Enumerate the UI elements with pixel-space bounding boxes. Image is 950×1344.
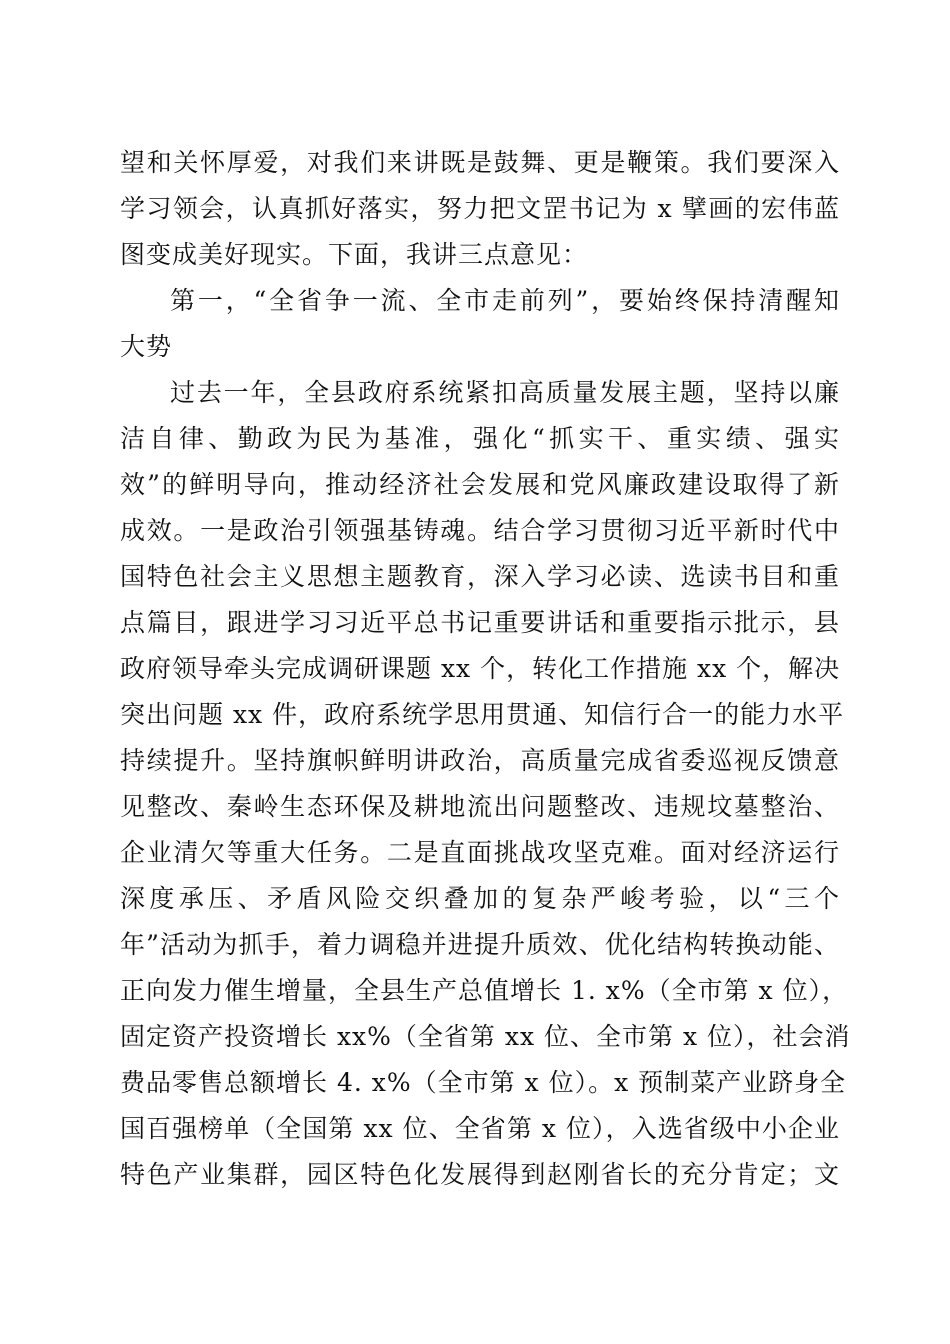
- text-line: 国特色社会主义思想主题教育，深入学习必读、选读书目和重: [120, 562, 840, 591]
- text-line: 持续提升。坚持旗帜鲜明讲政治，高质量完成省委巡视反馈意: [120, 746, 840, 775]
- text-line: 洁自律、勤政为民为基准，强化“抓实干、重实绩、强实: [120, 424, 840, 453]
- text-line: 望和关怀厚爱，对我们来讲既是鼓舞、更是鞭策。我们要深入: [120, 148, 840, 177]
- section-heading-continued: 大势: [120, 332, 173, 361]
- text-line: 效”的鲜明导向，推动经济社会发展和党风廉政建设取得了新: [120, 470, 840, 499]
- text-line: 图变成美好现实。下面，我讲三点意见：: [120, 240, 589, 269]
- document-body: [120, 140, 851, 1198]
- text-line: 特色产业集群，园区特色化发展得到赵刚省长的充分肯定；文: [120, 1160, 840, 1189]
- text-line: 突出问题 xx 件，政府系统学思用贯通、知信行合一的能力水平: [120, 700, 845, 729]
- text-line: 过去一年，全县政府系统紧扣高质量发展主题，坚持以廉: [170, 378, 840, 407]
- text-line: 企业清欠等重大任务。二是直面挑战攻坚克难。面对经济运行: [120, 838, 840, 867]
- text-line: 深度承压、矛盾风险交织叠加的复杂严峻考验，以“三个: [120, 884, 840, 913]
- text-line: 点篇目，跟进学习习近平总书记重要讲话和重要指示批示，县: [120, 608, 840, 637]
- text-line: 政府领导牵头完成调研课题 xx 个，转化工作措施 xx 个，解决: [120, 654, 841, 683]
- text-line: 正向发力催生增量，全县生产总值增长 1. x%（全市第 x 位），: [120, 976, 849, 1005]
- text-line: 固定资产投资增长 xx%（全省第 xx 位、全市第 x 位），社会消: [120, 1022, 851, 1051]
- text-line: 费品零售总额增长 4. x%（全市第 x 位）。x 预制菜产业跻身全: [120, 1068, 847, 1097]
- text-line: 国百强榜单（全国第 xx 位、全省第 x 位），入选省级中小企业: [120, 1114, 840, 1143]
- text-line: 成效。一是政治引领强基铸魂。结合学习贯彻习近平新时代中: [120, 516, 840, 545]
- section-heading: 第一，“全省争一流、全市走前列”，要始终保持清醒知: [170, 286, 840, 315]
- text-line: 年”活动为抓手，着力调稳并进提升质效、优化结构转换动能、: [120, 930, 840, 959]
- text-line: 见整改、秦岭生态环保及耕地流出问题整改、违规坟墓整治、: [120, 792, 840, 821]
- text-line: 学习领会，认真抓好落实，努力把文罡书记为 x 擘画的宏伟蓝: [120, 194, 840, 223]
